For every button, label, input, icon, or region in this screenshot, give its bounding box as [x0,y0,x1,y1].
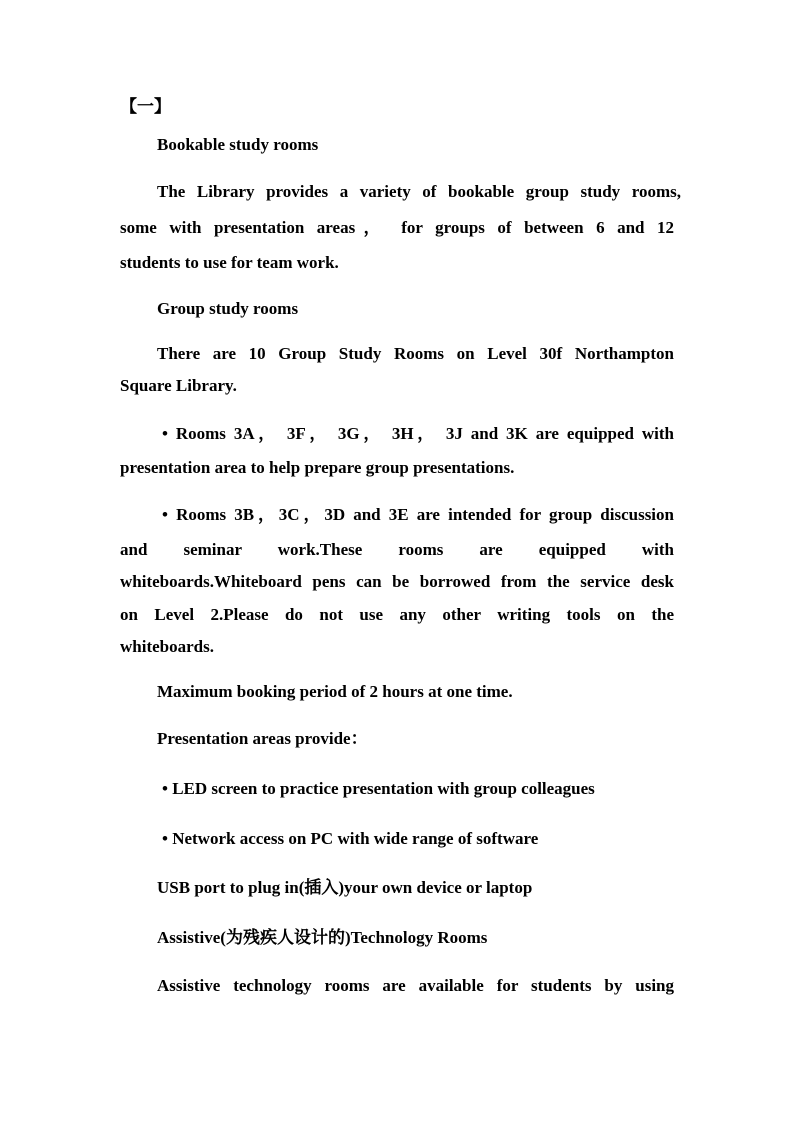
heading-assistive-technology-rooms: Assistive(为残疾人设计的)Technology Rooms [157,928,488,947]
paragraph-line: • Rooms 3A， 3F， 3G， 3H， 3J and 3K are equipped with [162,424,674,443]
heading-bookable-study-rooms: Bookable study rooms [157,135,319,154]
paragraph-assistive-intro: Assistive technology rooms are available for students by using [157,976,674,995]
paragraph-line: • Rooms 3B，3C，3D and 3E are intended for group discussion [162,505,674,524]
paragraph-line: students to use for team work. [120,253,339,272]
paragraph-line: There are 10 Group Study Rooms on Level 30f Northampton [157,344,674,363]
paragraph-line: some with presentation areas， for groups of between 6 and 12 [120,218,674,237]
paragraph-line: Square Library. [120,376,237,395]
section-marker: 【一】 [120,97,171,116]
paragraph-line: The Library provides a variety of bookable group study rooms, [157,182,681,201]
paragraph-line: on Level 2.Please do not use any other writing tools on the [120,605,674,624]
paragraph-line: presentation area to help prepare group presentations. [120,458,515,477]
presentation-item-led: • LED screen to practice presentation with group colleagues [162,779,595,798]
presentation-item-usb: USB port to plug in(插入)your own device or laptop [157,878,533,897]
paragraph-line: and seminar work.These rooms are equipped with [120,540,674,559]
presentation-item-network: • Network access on PC with wide range of software [162,829,539,848]
presentation-areas-heading: Presentation areas provide： [157,729,368,748]
max-booking-text: Maximum booking period of 2 hours at one time. [157,682,513,701]
heading-group-study-rooms: Group study rooms [157,299,299,318]
paragraph-line: whiteboards.Whiteboard pens can be borrowed from the service desk [120,572,674,591]
paragraph-line: whiteboards. [120,637,214,656]
